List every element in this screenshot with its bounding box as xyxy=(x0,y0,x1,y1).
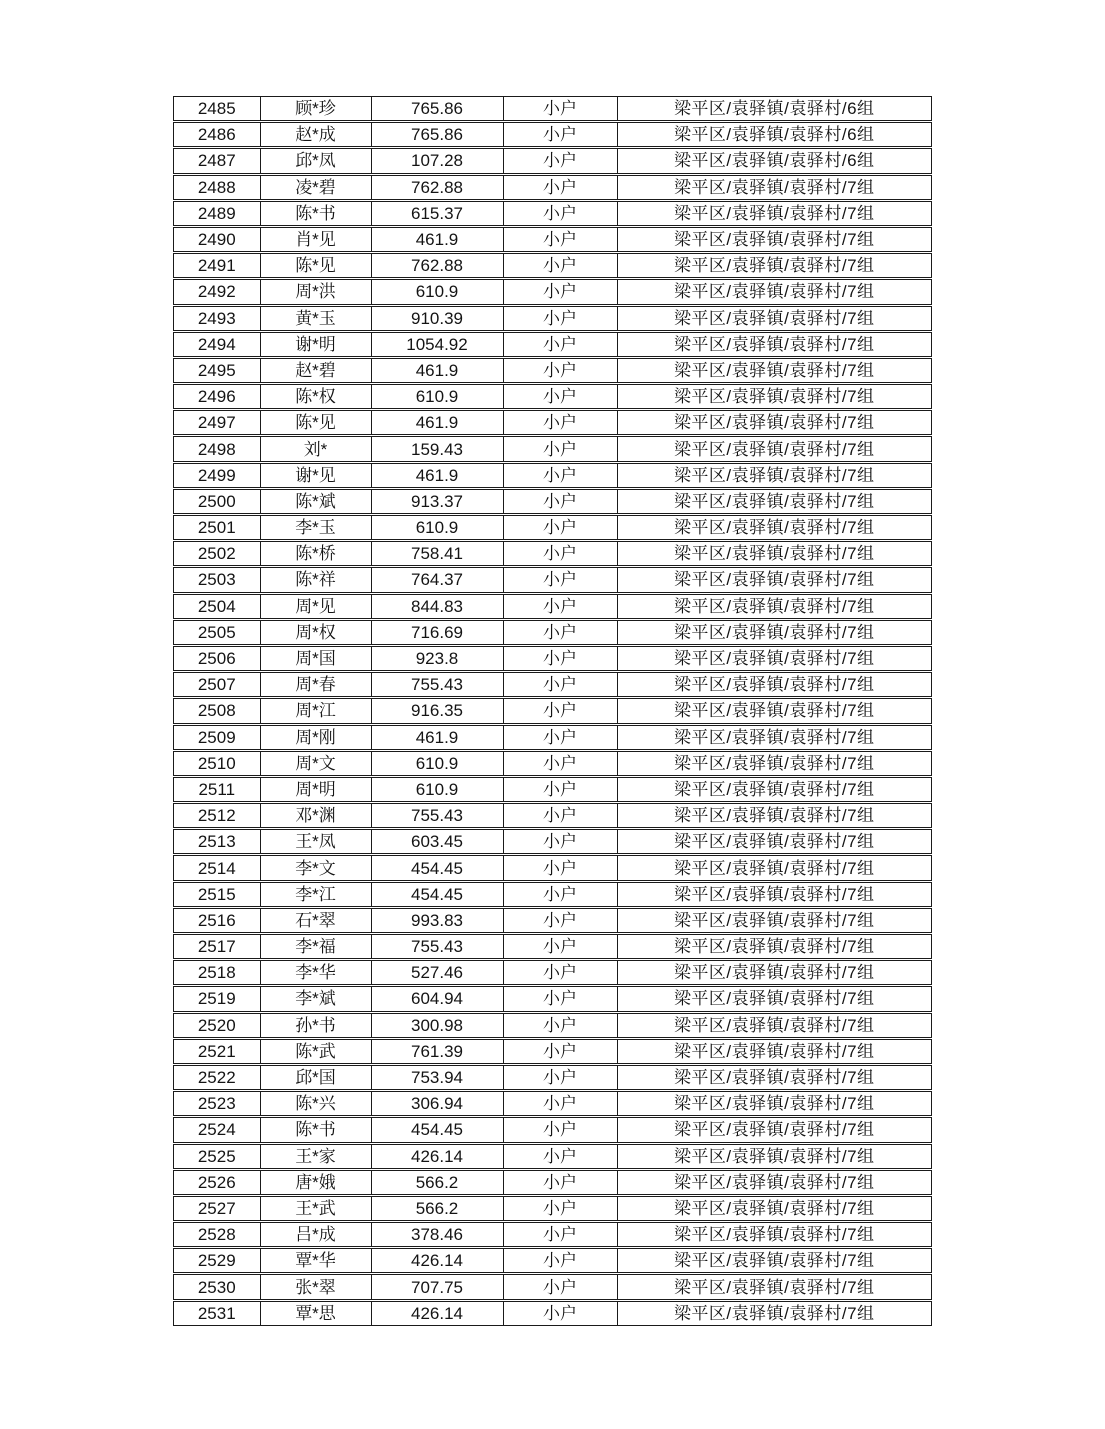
serial-number-cell: 2489 xyxy=(197,203,236,223)
address-cell: 梁平区/袁驿镇/袁驿村/7组 xyxy=(617,647,932,670)
serial-number-cell: 2514 xyxy=(197,858,236,878)
masked-name-cell: 王*凤 xyxy=(260,830,371,853)
address-cell: 梁平区/袁驿镇/袁驿村/7组 xyxy=(617,1066,932,1089)
household-type-cell: 小户 xyxy=(503,1040,617,1063)
address-cell: 梁平区/袁驿镇/袁驿村/7组 xyxy=(617,280,932,303)
table-row xyxy=(173,777,932,802)
household-type-cell: 小户 xyxy=(503,935,617,958)
masked-name-cell: 王*家 xyxy=(260,1145,371,1168)
serial-number-cell: 2516 xyxy=(197,910,236,930)
amount-cell: 300.98 xyxy=(371,1014,503,1037)
amount-cell: 610.9 xyxy=(371,778,503,801)
amount-cell: 716.69 xyxy=(371,621,503,644)
address-cell: 梁平区/袁驿镇/袁驿村/7组 xyxy=(617,804,932,827)
amount-cell: 913.37 xyxy=(371,490,503,513)
masked-name-cell: 陈*武 xyxy=(260,1040,371,1063)
address-cell: 梁平区/袁驿镇/袁驿村/7组 xyxy=(617,726,932,749)
masked-name-cell: 石*翠 xyxy=(260,909,371,932)
masked-name-cell: 王*武 xyxy=(260,1197,371,1220)
household-type-cell: 小户 xyxy=(503,726,617,749)
table-row xyxy=(173,148,932,173)
serial-number-cell: 2498 xyxy=(197,439,236,459)
amount-cell: 762.88 xyxy=(371,254,503,277)
amount-cell: 765.86 xyxy=(371,97,503,120)
address-cell: 梁平区/袁驿镇/袁驿村/6组 xyxy=(617,149,932,172)
household-type-cell: 小户 xyxy=(503,307,617,330)
amount-cell: 753.94 xyxy=(371,1066,503,1089)
address-cell: 梁平区/袁驿镇/袁驿村/7组 xyxy=(617,1092,932,1115)
serial-number-cell: 2515 xyxy=(197,884,236,904)
serial-number-cell: 2488 xyxy=(197,177,236,197)
masked-name-cell: 周*明 xyxy=(260,778,371,801)
serial-number-cell: 2524 xyxy=(197,1120,236,1140)
household-type-cell: 小户 xyxy=(503,280,617,303)
household-type-cell: 小户 xyxy=(503,411,617,434)
masked-name-cell: 李*福 xyxy=(260,935,371,958)
masked-name-cell: 邱*国 xyxy=(260,1066,371,1089)
amount-cell: 454.45 xyxy=(371,883,503,906)
masked-name-cell: 谢*见 xyxy=(260,464,371,487)
amount-cell: 755.43 xyxy=(371,935,503,958)
address-cell: 梁平区/袁驿镇/袁驿村/7组 xyxy=(617,307,932,330)
serial-number-cell: 2522 xyxy=(197,1068,236,1088)
address-cell: 梁平区/袁驿镇/袁驿村/7组 xyxy=(617,987,932,1010)
table-row xyxy=(173,829,932,854)
household-type-cell: 小户 xyxy=(503,1066,617,1089)
serial-number-cell: 2529 xyxy=(197,1251,236,1271)
masked-name-cell: 李*华 xyxy=(260,961,371,984)
address-cell: 梁平区/袁驿镇/袁驿村/7组 xyxy=(617,856,932,879)
address-cell: 梁平区/袁驿镇/袁驿村/7组 xyxy=(617,883,932,906)
household-type-cell: 小户 xyxy=(503,516,617,539)
amount-cell: 765.86 xyxy=(371,123,503,146)
table-row xyxy=(173,253,932,278)
address-cell: 梁平区/袁驿镇/袁驿村/7组 xyxy=(617,359,932,382)
table-row xyxy=(173,855,932,880)
masked-name-cell: 周*文 xyxy=(260,752,371,775)
masked-name-cell: 凌*碧 xyxy=(260,176,371,199)
amount-cell: 762.88 xyxy=(371,176,503,199)
masked-name-cell: 陈*权 xyxy=(260,385,371,408)
masked-name-cell: 陈*祥 xyxy=(260,568,371,591)
masked-name-cell: 周*江 xyxy=(260,699,371,722)
serial-number-cell: 2527 xyxy=(197,1198,236,1218)
table-row xyxy=(173,882,932,907)
masked-name-cell: 谢*明 xyxy=(260,333,371,356)
table-row xyxy=(173,1065,932,1090)
amount-cell: 910.39 xyxy=(371,307,503,330)
amount-cell: 426.14 xyxy=(371,1302,503,1325)
serial-number-cell: 2504 xyxy=(197,596,236,616)
masked-name-cell: 周*洪 xyxy=(260,280,371,303)
amount-cell: 764.37 xyxy=(371,568,503,591)
household-type-cell: 小户 xyxy=(503,1171,617,1194)
serial-number-cell: 2526 xyxy=(197,1172,236,1192)
address-cell: 梁平区/袁驿镇/袁驿村/7组 xyxy=(617,673,932,696)
address-cell: 梁平区/袁驿镇/袁驿村/7组 xyxy=(617,699,932,722)
table-row xyxy=(173,986,932,1011)
masked-name-cell: 孙*书 xyxy=(260,1014,371,1037)
household-type-cell: 小户 xyxy=(503,987,617,1010)
masked-name-cell: 吕*成 xyxy=(260,1223,371,1246)
address-cell: 梁平区/袁驿镇/袁驿村/7组 xyxy=(617,411,932,434)
household-type-cell: 小户 xyxy=(503,961,617,984)
household-type-cell: 小户 xyxy=(503,333,617,356)
serial-number-cell: 2485 xyxy=(197,99,236,119)
serial-number-cell: 2492 xyxy=(197,282,236,302)
address-cell: 梁平区/袁驿镇/袁驿村/7组 xyxy=(617,176,932,199)
household-type-cell: 小户 xyxy=(503,673,617,696)
masked-name-cell: 周*见 xyxy=(260,595,371,618)
address-cell: 梁平区/袁驿镇/袁驿村/7组 xyxy=(617,385,932,408)
serial-number-cell: 2509 xyxy=(197,727,236,747)
amount-cell: 610.9 xyxy=(371,516,503,539)
serial-number-cell: 2501 xyxy=(197,518,236,538)
amount-cell: 159.43 xyxy=(371,437,503,460)
masked-name-cell: 李*斌 xyxy=(260,987,371,1010)
household-type-cell: 小户 xyxy=(503,202,617,225)
amount-cell: 923.8 xyxy=(371,647,503,670)
masked-name-cell: 陈*桥 xyxy=(260,542,371,565)
table-row xyxy=(173,175,932,200)
table-row xyxy=(173,908,932,933)
table-row xyxy=(173,1144,932,1169)
address-cell: 梁平区/袁驿镇/袁驿村/7组 xyxy=(617,621,932,644)
address-cell: 梁平区/袁驿镇/袁驿村/7组 xyxy=(617,1275,932,1298)
serial-number-cell: 2487 xyxy=(197,151,236,171)
amount-cell: 566.2 xyxy=(371,1171,503,1194)
table-row xyxy=(173,410,932,435)
amount-cell: 306.94 xyxy=(371,1092,503,1115)
household-type-cell: 小户 xyxy=(503,856,617,879)
household-data-table xyxy=(173,96,932,1327)
amount-cell: 755.43 xyxy=(371,673,503,696)
table-row xyxy=(173,122,932,147)
serial-number-cell: 2525 xyxy=(197,1146,236,1166)
amount-cell: 610.9 xyxy=(371,385,503,408)
amount-cell: 461.9 xyxy=(371,359,503,382)
table-row xyxy=(173,1013,932,1038)
masked-name-cell: 陈*见 xyxy=(260,411,371,434)
household-type-cell: 小户 xyxy=(503,804,617,827)
table-row xyxy=(173,567,932,592)
table-row xyxy=(173,489,932,514)
serial-number-cell: 2511 xyxy=(198,779,236,799)
amount-cell: 461.9 xyxy=(371,411,503,434)
address-cell: 梁平区/袁驿镇/袁驿村/7组 xyxy=(617,1118,932,1141)
table-row xyxy=(173,436,932,461)
address-cell: 梁平区/袁驿镇/袁驿村/7组 xyxy=(617,1145,932,1168)
household-type-cell: 小户 xyxy=(503,1118,617,1141)
table-row xyxy=(173,463,932,488)
serial-number-cell: 2496 xyxy=(197,387,236,407)
amount-cell: 610.9 xyxy=(371,752,503,775)
address-cell: 梁平区/袁驿镇/袁驿村/7组 xyxy=(617,1040,932,1063)
masked-name-cell: 覃*思 xyxy=(260,1302,371,1325)
masked-name-cell: 周*刚 xyxy=(260,726,371,749)
household-type-cell: 小户 xyxy=(503,1014,617,1037)
table-row xyxy=(173,646,932,671)
amount-cell: 993.83 xyxy=(371,909,503,932)
household-type-cell: 小户 xyxy=(503,699,617,722)
address-cell: 梁平区/袁驿镇/袁驿村/7组 xyxy=(617,1223,932,1246)
table-row xyxy=(173,960,932,985)
serial-number-cell: 2486 xyxy=(197,125,236,145)
household-type-cell: 小户 xyxy=(503,176,617,199)
masked-name-cell: 陈*书 xyxy=(260,1118,371,1141)
household-type-cell: 小户 xyxy=(503,1249,617,1272)
address-cell: 梁平区/袁驿镇/袁驿村/6组 xyxy=(617,123,932,146)
household-type-cell: 小户 xyxy=(503,1302,617,1325)
serial-number-cell: 2497 xyxy=(197,413,236,433)
amount-cell: 844.83 xyxy=(371,595,503,618)
amount-cell: 107.28 xyxy=(371,149,503,172)
household-type-cell: 小户 xyxy=(503,464,617,487)
amount-cell: 610.9 xyxy=(371,280,503,303)
masked-name-cell: 黄*玉 xyxy=(260,307,371,330)
table-row xyxy=(173,1301,932,1326)
household-type-cell: 小户 xyxy=(503,830,617,853)
masked-name-cell: 周*国 xyxy=(260,647,371,670)
table-row xyxy=(173,332,932,357)
table-row xyxy=(173,1039,932,1064)
amount-cell: 761.39 xyxy=(371,1040,503,1063)
amount-cell: 566.2 xyxy=(371,1197,503,1220)
address-cell: 梁平区/袁驿镇/袁驿村/7组 xyxy=(617,1171,932,1194)
household-type-cell: 小户 xyxy=(503,359,617,382)
address-cell: 梁平区/袁驿镇/袁驿村/7组 xyxy=(617,228,932,251)
address-cell: 梁平区/袁驿镇/袁驿村/7组 xyxy=(617,333,932,356)
address-cell: 梁平区/袁驿镇/袁驿村/7组 xyxy=(617,542,932,565)
serial-number-cell: 2521 xyxy=(197,1041,236,1061)
household-type-cell: 小户 xyxy=(503,1092,617,1115)
address-cell: 梁平区/袁驿镇/袁驿村/7组 xyxy=(617,961,932,984)
amount-cell: 426.14 xyxy=(371,1145,503,1168)
address-cell: 梁平区/袁驿镇/袁驿村/7组 xyxy=(617,1197,932,1220)
serial-number-cell: 2508 xyxy=(197,701,236,721)
amount-cell: 1054.92 xyxy=(371,333,503,356)
household-type-cell: 小户 xyxy=(503,97,617,120)
address-cell: 梁平区/袁驿镇/袁驿村/7组 xyxy=(617,490,932,513)
serial-number-cell: 2519 xyxy=(197,989,236,1009)
table-row xyxy=(173,227,932,252)
masked-name-cell: 赵*碧 xyxy=(260,359,371,382)
table-row xyxy=(173,751,932,776)
table-row xyxy=(173,96,932,121)
household-type-cell: 小户 xyxy=(503,1223,617,1246)
amount-cell: 707.75 xyxy=(371,1275,503,1298)
table-row xyxy=(173,515,932,540)
amount-cell: 603.45 xyxy=(371,830,503,853)
amount-cell: 615.37 xyxy=(371,202,503,225)
amount-cell: 454.45 xyxy=(371,856,503,879)
masked-name-cell: 周*权 xyxy=(260,621,371,644)
table-row xyxy=(173,1248,932,1273)
serial-number-cell: 2491 xyxy=(197,256,236,276)
table-row xyxy=(173,279,932,304)
masked-name-cell: 李*文 xyxy=(260,856,371,879)
address-cell: 梁平区/袁驿镇/袁驿村/7组 xyxy=(617,778,932,801)
serial-number-cell: 2493 xyxy=(197,308,236,328)
table-row xyxy=(173,1170,932,1195)
table-row xyxy=(173,201,932,226)
household-type-cell: 小户 xyxy=(503,568,617,591)
household-type-cell: 小户 xyxy=(503,542,617,565)
household-type-cell: 小户 xyxy=(503,437,617,460)
amount-cell: 604.94 xyxy=(371,987,503,1010)
address-cell: 梁平区/袁驿镇/袁驿村/7组 xyxy=(617,254,932,277)
address-cell: 梁平区/袁驿镇/袁驿村/7组 xyxy=(617,464,932,487)
masked-name-cell: 陈*兴 xyxy=(260,1092,371,1115)
serial-number-cell: 2530 xyxy=(197,1277,236,1297)
address-cell: 梁平区/袁驿镇/袁驿村/7组 xyxy=(617,516,932,539)
serial-number-cell: 2506 xyxy=(197,649,236,669)
address-cell: 梁平区/袁驿镇/袁驿村/7组 xyxy=(617,752,932,775)
amount-cell: 461.9 xyxy=(371,726,503,749)
serial-number-cell: 2517 xyxy=(197,937,236,957)
household-type-cell: 小户 xyxy=(503,883,617,906)
masked-name-cell: 陈*斌 xyxy=(260,490,371,513)
serial-number-cell: 2502 xyxy=(197,544,236,564)
serial-number-cell: 2499 xyxy=(197,465,236,485)
household-type-cell: 小户 xyxy=(503,909,617,932)
table-row xyxy=(173,672,932,697)
table-row xyxy=(173,1196,932,1221)
serial-number-cell: 2513 xyxy=(197,832,236,852)
serial-number-cell: 2518 xyxy=(197,963,236,983)
serial-number-cell: 2531 xyxy=(197,1303,236,1323)
amount-cell: 527.46 xyxy=(371,961,503,984)
household-type-cell: 小户 xyxy=(503,621,617,644)
household-type-cell: 小户 xyxy=(503,1197,617,1220)
serial-number-cell: 2490 xyxy=(197,230,236,250)
serial-number-cell: 2528 xyxy=(197,1225,236,1245)
table-row xyxy=(173,1222,932,1247)
amount-cell: 461.9 xyxy=(371,228,503,251)
household-type-cell: 小户 xyxy=(503,647,617,670)
serial-number-cell: 2510 xyxy=(197,753,236,773)
household-type-cell: 小户 xyxy=(503,752,617,775)
masked-name-cell: 赵*成 xyxy=(260,123,371,146)
masked-name-cell: 李*玉 xyxy=(260,516,371,539)
serial-number-cell: 2505 xyxy=(197,622,236,642)
address-cell: 梁平区/袁驿镇/袁驿村/7组 xyxy=(617,568,932,591)
table-row xyxy=(173,358,932,383)
household-type-cell: 小户 xyxy=(503,123,617,146)
masked-name-cell: 陈*见 xyxy=(260,254,371,277)
amount-cell: 378.46 xyxy=(371,1223,503,1246)
serial-number-cell: 2500 xyxy=(197,491,236,511)
address-cell: 梁平区/袁驿镇/袁驿村/7组 xyxy=(617,935,932,958)
address-cell: 梁平区/袁驿镇/袁驿村/7组 xyxy=(617,595,932,618)
masked-name-cell: 陈*书 xyxy=(260,202,371,225)
address-cell: 梁平区/袁驿镇/袁驿村/6组 xyxy=(617,97,932,120)
table-row xyxy=(173,1091,932,1116)
address-cell: 梁平区/袁驿镇/袁驿村/7组 xyxy=(617,830,932,853)
serial-number-cell: 2507 xyxy=(197,675,236,695)
table-row xyxy=(173,803,932,828)
address-cell: 梁平区/袁驿镇/袁驿村/7组 xyxy=(617,202,932,225)
amount-cell: 461.9 xyxy=(371,464,503,487)
masked-name-cell: 邱*凤 xyxy=(260,149,371,172)
masked-name-cell: 刘* xyxy=(260,437,371,460)
household-type-cell: 小户 xyxy=(503,149,617,172)
table-row xyxy=(173,934,932,959)
table-row xyxy=(173,725,932,750)
household-type-cell: 小户 xyxy=(503,385,617,408)
amount-cell: 758.41 xyxy=(371,542,503,565)
address-cell: 梁平区/袁驿镇/袁驿村/7组 xyxy=(617,1302,932,1325)
household-type-cell: 小户 xyxy=(503,1275,617,1298)
amount-cell: 916.35 xyxy=(371,699,503,722)
serial-number-cell: 2494 xyxy=(197,334,236,354)
household-type-cell: 小户 xyxy=(503,1145,617,1168)
household-type-cell: 小户 xyxy=(503,490,617,513)
table-row xyxy=(173,594,932,619)
address-cell: 梁平区/袁驿镇/袁驿村/7组 xyxy=(617,437,932,460)
household-type-cell: 小户 xyxy=(503,778,617,801)
household-type-cell: 小户 xyxy=(503,254,617,277)
masked-name-cell: 周*春 xyxy=(260,673,371,696)
table-row xyxy=(173,620,932,645)
masked-name-cell: 覃*华 xyxy=(260,1249,371,1272)
masked-name-cell: 李*江 xyxy=(260,883,371,906)
masked-name-cell: 张*翠 xyxy=(260,1275,371,1298)
table-row xyxy=(173,384,932,409)
serial-number-cell: 2512 xyxy=(197,806,236,826)
amount-cell: 755.43 xyxy=(371,804,503,827)
masked-name-cell: 顾*珍 xyxy=(260,97,371,120)
address-cell: 梁平区/袁驿镇/袁驿村/7组 xyxy=(617,909,932,932)
table-row xyxy=(173,306,932,331)
address-cell: 梁平区/袁驿镇/袁驿村/7组 xyxy=(617,1249,932,1272)
masked-name-cell: 唐*娥 xyxy=(260,1171,371,1194)
serial-number-cell: 2503 xyxy=(197,570,236,590)
serial-number-cell: 2523 xyxy=(197,1094,236,1114)
table-row xyxy=(173,698,932,723)
table-row xyxy=(173,1274,932,1299)
masked-name-cell: 肖*见 xyxy=(260,228,371,251)
masked-name-cell: 邓*渊 xyxy=(260,804,371,827)
household-type-cell: 小户 xyxy=(503,595,617,618)
table-row xyxy=(173,1117,932,1142)
serial-number-cell: 2495 xyxy=(197,360,236,380)
serial-number-cell: 2520 xyxy=(197,1015,236,1035)
household-type-cell: 小户 xyxy=(503,228,617,251)
table-row xyxy=(173,541,932,566)
amount-cell: 426.14 xyxy=(371,1249,503,1272)
amount-cell: 454.45 xyxy=(371,1118,503,1141)
address-cell: 梁平区/袁驿镇/袁驿村/7组 xyxy=(617,1014,932,1037)
